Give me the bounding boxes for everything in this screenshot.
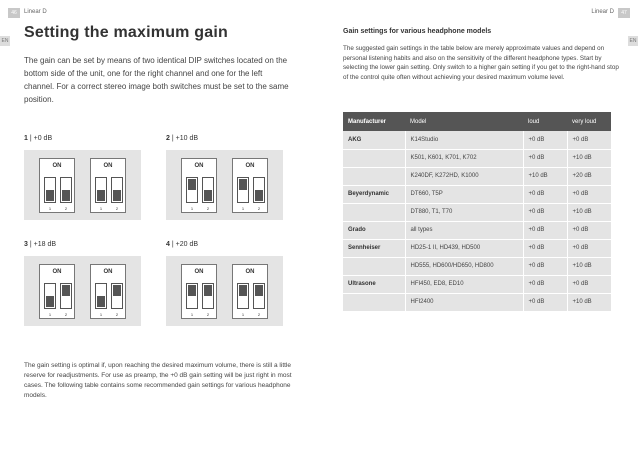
cell-very-loud: +0 dB [567, 275, 611, 293]
switch-slot-number: 1 [190, 312, 194, 317]
table-section-title: Gain settings for various headphone models [343, 28, 492, 35]
on-label: ON [194, 163, 204, 169]
switch-lever [239, 179, 247, 190]
switch-slot [111, 177, 123, 203]
cell-manufacturer [343, 167, 405, 185]
switch-setting-number: 4 [166, 241, 170, 248]
switch-setting-label [166, 135, 198, 142]
header-model: Model [405, 112, 523, 131]
header-very-loud: very loud [567, 112, 611, 131]
cell-very-loud: +0 dB [567, 185, 611, 203]
cell-loud: +0 dB [523, 239, 567, 257]
switch-slot [44, 283, 56, 309]
switch-slot-number: 2 [115, 206, 119, 211]
switch-slot [60, 283, 72, 309]
right-header-title: Linear D [591, 9, 614, 15]
table-row [343, 257, 611, 275]
dip-switch [39, 158, 75, 213]
separator: | [27, 135, 34, 142]
cell-very-loud: +10 dB [567, 203, 611, 221]
switch-slot-number: 1 [48, 312, 52, 317]
cell-loud: +0 dB [523, 257, 567, 275]
switch-slot [237, 177, 249, 203]
switch-lever [46, 190, 54, 201]
cell-very-loud: +10 dB [567, 149, 611, 167]
table-row [343, 293, 611, 311]
switch-lever [46, 296, 54, 307]
left-page-number: 46 [8, 8, 20, 18]
switch-slot-number: 2 [257, 312, 261, 317]
cell-manufacturer: Beyerdynamic [343, 185, 405, 203]
on-label: ON [103, 269, 113, 275]
switch-setting-number: 2 [166, 135, 170, 142]
table-row [343, 167, 611, 185]
cell-loud: +0 dB [523, 221, 567, 239]
table-section-text: The suggested gain settings in the table below are merely approximate values and depend on personal listening habits and also on the sensitivity of the different headphone types. Start by selecting the lower gain setting. Only switch to a higher gain setting if you get to the right-hand stop of the control quite often without achieving your desired maximum volume level. [343, 45, 619, 81]
switch-lever [97, 190, 105, 201]
intro-paragraph: The gain can be set by means of two identical DIP switches located on the bottom side of the unit, one for the right channel and one for the left channel. For a correct stereo image both switches must be set to the same position. [24, 56, 289, 104]
dip-switch [90, 264, 126, 319]
switch-slot-number: 2 [206, 206, 210, 211]
left-header-title: Linear D [24, 9, 47, 15]
switch-lever [97, 296, 105, 307]
switch-setting-value: +10 dB [175, 135, 199, 142]
dip-switch-box [24, 150, 141, 220]
table-row [343, 131, 611, 149]
switch-slot [95, 177, 107, 203]
gain-note-paragraph: The gain setting is optimal if, upon reaching the desired maximum volume, there is still a little reserve for readjustments. For use as preamp, the +0 dB gain setting will be just right in most cases. The following table contains some recommended gain settings for various headphone models. [24, 362, 292, 399]
switch-slot-number: 2 [64, 206, 68, 211]
on-label: ON [194, 269, 204, 275]
cell-very-loud: +0 dB [567, 131, 611, 149]
dip-switch [39, 264, 75, 319]
cell-model: K14Studio [405, 131, 523, 149]
switch-lever [113, 190, 121, 201]
switch-slot [186, 283, 198, 309]
switch-slot-number: 1 [99, 312, 103, 317]
switch-setting-value: +18 dB [33, 241, 57, 248]
cell-model: K501, K601, K701, K702 [405, 149, 523, 167]
right-language-tab: EN [629, 38, 637, 44]
dip-switch [181, 264, 217, 319]
switch-slot-number: 1 [241, 312, 245, 317]
cell-model: HD25-1 II, HD439, HD500 [405, 239, 523, 257]
switch-slot-number: 2 [64, 312, 68, 317]
switch-slot-number: 2 [206, 312, 210, 317]
header-loud: loud [523, 112, 567, 131]
header-manufacturer: Manufacturer [343, 112, 405, 131]
switch-slot [253, 177, 265, 203]
switch-slot-number: 1 [99, 206, 103, 211]
switch-lever [204, 285, 212, 296]
cell-very-loud: +0 dB [567, 221, 611, 239]
switch-setting-number: 1 [24, 135, 28, 142]
switch-lever [188, 179, 196, 190]
switch-setting-value: +0 dB [33, 135, 53, 142]
switch-slot [44, 177, 56, 203]
table-row [343, 239, 611, 257]
on-label: ON [245, 163, 255, 169]
on-label: ON [245, 269, 255, 275]
table-body [343, 131, 611, 311]
dip-switch [232, 158, 268, 213]
switch-slot-number: 1 [190, 206, 194, 211]
separator: | [27, 241, 34, 248]
cell-loud: +0 dB [523, 149, 567, 167]
cell-model: all types [405, 221, 523, 239]
table-row [343, 185, 611, 203]
cell-manufacturer [343, 149, 405, 167]
cell-loud: +0 dB [523, 131, 567, 149]
cell-loud: +10 dB [523, 167, 567, 185]
cell-loud: +0 dB [523, 275, 567, 293]
cell-model: K240DF, K272HD, K1000 [405, 167, 523, 185]
switch-lever [62, 190, 70, 201]
dip-switch [90, 158, 126, 213]
switch-slot [237, 283, 249, 309]
dip-switch-box [166, 150, 283, 220]
switch-slot-number: 1 [241, 206, 245, 211]
cell-manufacturer: AKG [343, 131, 405, 149]
switch-slot-number: 1 [48, 206, 52, 211]
switch-slot [253, 283, 265, 309]
switch-slot [95, 283, 107, 309]
right-page-number: 47 [618, 8, 630, 18]
table-row [343, 203, 611, 221]
switch-lever [255, 285, 263, 296]
on-label: ON [103, 163, 113, 169]
switch-lever [255, 190, 263, 201]
cell-manufacturer: Grado [343, 221, 405, 239]
switch-lever [239, 285, 247, 296]
on-label: ON [52, 163, 62, 169]
switch-slot [186, 177, 198, 203]
switch-setting-label [24, 135, 52, 142]
cell-manufacturer: Sennheiser [343, 239, 405, 257]
switch-slot [202, 177, 214, 203]
gain-settings-table [343, 112, 611, 312]
table-row [343, 275, 611, 293]
switch-lever [204, 190, 212, 201]
cell-loud: +0 dB [523, 293, 567, 311]
switch-slot-number: 2 [257, 206, 261, 211]
switch-setting-value: +20 dB [175, 241, 199, 248]
cell-very-loud: +0 dB [567, 239, 611, 257]
switch-slot [60, 177, 72, 203]
dip-switch [232, 264, 268, 319]
dip-switch [181, 158, 217, 213]
cell-very-loud: +10 dB [567, 257, 611, 275]
left-language-tab: EN [1, 38, 9, 44]
separator: | [169, 135, 176, 142]
table-row [343, 221, 611, 239]
cell-loud: +0 dB [523, 203, 567, 221]
cell-model: HFI450, ED8, ED10 [405, 275, 523, 293]
switch-slot-number: 2 [115, 312, 119, 317]
cell-model: DT880, T1, T70 [405, 203, 523, 221]
switch-setting-number: 3 [24, 241, 28, 248]
separator: | [169, 241, 176, 248]
switch-slot [202, 283, 214, 309]
on-label: ON [52, 269, 62, 275]
page-title: Setting the maximum gain [24, 24, 228, 41]
cell-very-loud: +10 dB [567, 293, 611, 311]
cell-manufacturer [343, 257, 405, 275]
cell-model: HFI2400 [405, 293, 523, 311]
table-header-row [343, 112, 611, 131]
cell-very-loud: +20 dB [567, 167, 611, 185]
switch-lever [188, 285, 196, 296]
switch-lever [62, 285, 70, 296]
cell-model: HD555, HD600/HD650, HD800 [405, 257, 523, 275]
switch-setting-label [166, 241, 198, 248]
switch-lever [113, 285, 121, 296]
switch-setting-label [24, 241, 56, 248]
table-row [343, 149, 611, 167]
cell-model: DT660, T5P [405, 185, 523, 203]
switch-slot [111, 283, 123, 309]
cell-manufacturer [343, 293, 405, 311]
dip-switch-box [166, 256, 283, 326]
dip-switch-box [24, 256, 141, 326]
cell-manufacturer: Ultrasone [343, 275, 405, 293]
cell-loud: +0 dB [523, 185, 567, 203]
cell-manufacturer [343, 203, 405, 221]
